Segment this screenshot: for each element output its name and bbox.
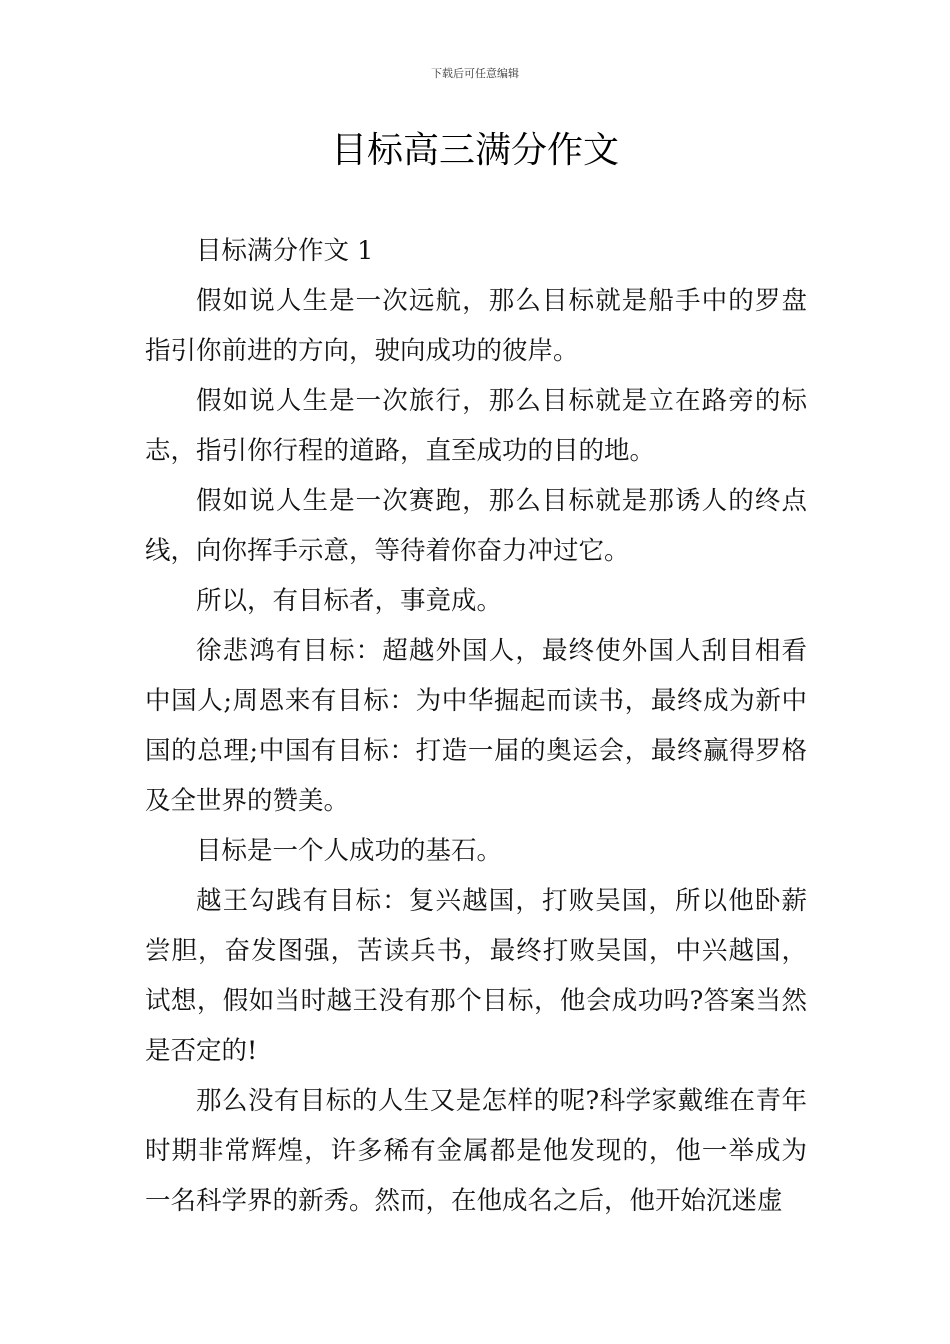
paragraph: 所以，有目标者，事竟成。 bbox=[196, 586, 503, 616]
paragraph: 越王勾践有目标：复兴越国，打败吴国，所以他卧薪尝胆，奋发图强，苦读兵书，最终打败吴国，中兴越国，试想，假如当时越王没有那个目标，他会成功吗?答案当然是否定的! bbox=[145, 886, 807, 1066]
paragraph-essay-heading: 目标满分作文 1 bbox=[196, 236, 374, 266]
paragraph: 假如说人生是一次远航，那么目标就是船手中的罗盘指引你前进的方向，驶向成功的彼岸。 bbox=[145, 286, 807, 366]
document-body bbox=[145, 226, 807, 1226]
paragraph: 徐悲鸿有目标：超越外国人，最终使外国人刮目相看中国人;周恩来有目标：为中华掘起而读书，最终成为新中国的总理;中国有目标：打造一届的奥运会，最终赢得罗格及全世界的赞美。 bbox=[145, 636, 807, 816]
header-note: 下载后可任意编辑 bbox=[431, 67, 519, 80]
paragraph: 假如说人生是一次旅行，那么目标就是立在路旁的标志，指引你行程的道路，直至成功的目的地。 bbox=[145, 386, 807, 466]
document-title: 目标高三满分作文 bbox=[330, 130, 619, 171]
paragraph: 那么没有目标的人生又是怎样的呢?科学家戴维在青年时期非常辉煌，许多稀有金属都是他发现的，他一举成为一名科学界的新秀。然而，在他成名之后，他开始沉迷虚 bbox=[145, 1086, 807, 1216]
paragraph: 假如说人生是一次赛跑，那么目标就是那诱人的终点线，向你挥手示意，等待着你奋力冲过它。 bbox=[145, 486, 807, 566]
paragraph: 目标是一个人成功的基石。 bbox=[196, 836, 503, 866]
